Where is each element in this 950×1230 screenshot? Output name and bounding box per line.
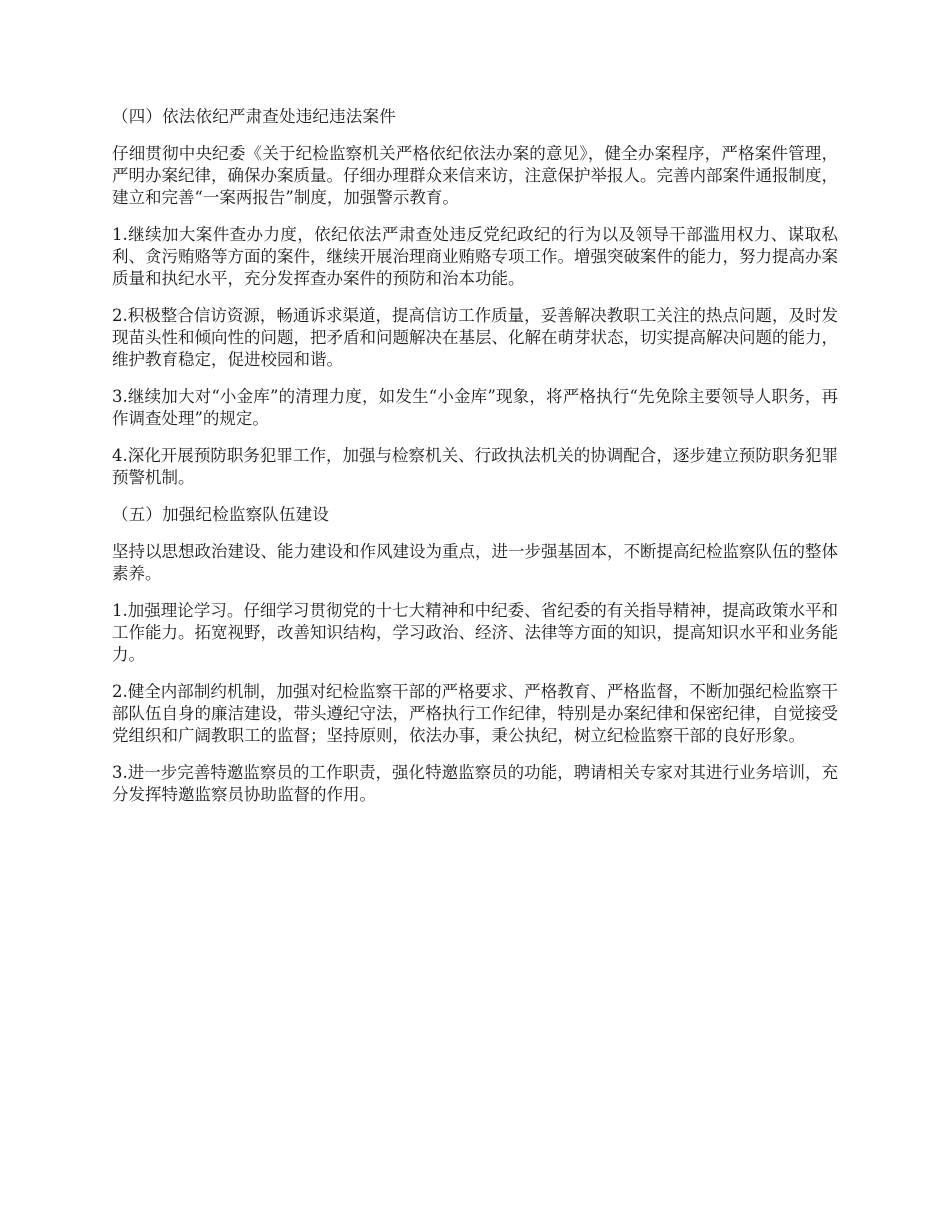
section-heading-4: （四）依法依纪严肃查处违纪违法案件 (112, 107, 396, 126)
section-heading-5: （五）加强纪检监察队伍建设 (112, 505, 330, 524)
section-4-item-1: 1.继续加大案件查办力度，依纪依法严肃查处违反党纪政纪的行为以及领导干部滥用权力、谋取私利、贪污贿赂等方面的案件，继续开展治理商业贿赂专项工作。增强突破案件的能力，努力提高办案质量和执纪水平，充分发挥查办案件的预防和治本功能。 (112, 225, 838, 288)
document-page (112, 106, 838, 821)
section-4-item-4: 4.深化开展预防职务犯罪工作，加强与检察机关、行政执法机关的协调配合，逐步建立预防职务犯罪预警机制。 (112, 446, 838, 487)
section-5-item-3: 3.进一步完善特邀监察员的工作职责，强化特邀监察员的功能，聘请相关专家对其进行业务培训，充分发挥特邀监察员协助监督的作用。 (112, 763, 838, 804)
section-4-item-3: 3.继续加大对“小金库”的清理力度，如发生“小金库”现象，将严格执行“先免除主要领导人职务，再作调查处理”的规定。 (112, 387, 838, 428)
section-5-intro: 坚持以思想政治建设、能力建设和作风建设为重点，进一步强基固本，不断提高纪检监察队伍的整体素养。 (112, 542, 838, 583)
section-5-item-2: 2.健全内部制约机制，加强对纪检监察干部的严格要求、严格教育、严格监督，不断加强纪检监察干部队伍自身的廉洁建设，带头遵纪守法，严格执行工作纪律，特别是办案纪律和保密纪律，自觉接受党组织和广阔教职工的监督；坚持原则，依法办事，秉公执纪，树立纪检监察干部的良好形象。 (112, 682, 838, 745)
section-5-item-1: 1.加强理论学习。仔细学习贯彻党的十七大精神和中纪委、省纪委的有关指导精神，提高政策水平和工作能力。拓宽视野，改善知识结构，学习政治、经济、法律等方面的知识，提高知识水平和业务能力。 (112, 601, 838, 664)
section-4-item-2: 2.积极整合信访资源，畅通诉求渠道，提高信访工作质量，妥善解决教职工关注的热点问题，及时发现苗头性和倾向性的问题，把矛盾和问题解决在基层、化解在萌芽状态，切实提高解决问题的能力，维护教育稳定，促进校园和谐。 (112, 306, 838, 369)
section-4-intro: 仔细贯彻中央纪委《关于纪检监察机关严格依纪依法办案的意见》，健全办案程序，严格案件管理，严明办案纪律，确保办案质量。仔细办理群众来信来访，注意保护举报人。完善内部案件通报制度，建立和完善“一案两报告”制度，加强警示教育。 (112, 144, 838, 207)
